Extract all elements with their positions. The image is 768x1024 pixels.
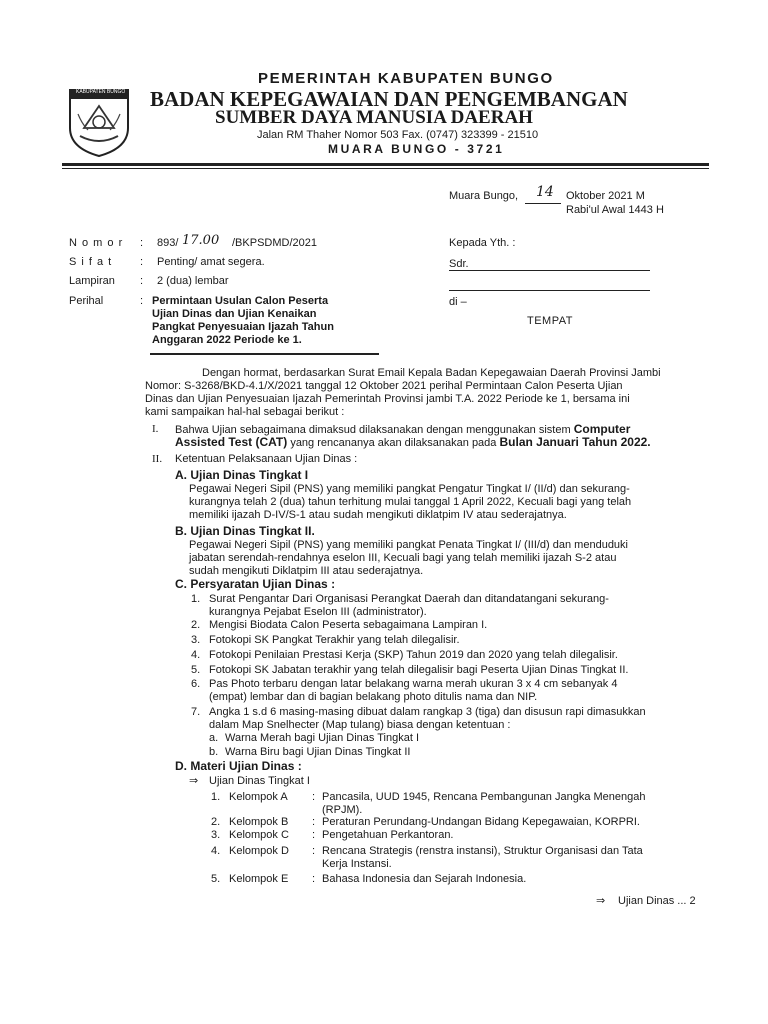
sec1-line1-bold: Computer: [573, 422, 631, 436]
d-item-number: 5.: [211, 873, 221, 885]
perihal-line: Ujian Dinas dan Ujian Kenaikan: [152, 308, 317, 320]
sec1-line2-bold2: Bulan Januari Tahun 2022.: [499, 435, 651, 449]
c-item-number: 6.: [191, 678, 201, 690]
perihal-line: Permintaan Usulan Calon Peserta: [152, 295, 329, 307]
letterhead-line3: SUMBER DAYA MANUSIA DAERAH: [215, 107, 533, 128]
perihal-line: Pangkat Penyesuaian Ijazah Tahun: [152, 321, 334, 333]
recipient-sdr: Sdr.: [449, 258, 469, 270]
d-item-number: 1.: [211, 791, 221, 803]
sec2-a-line: Pegawai Negeri Sipil (PNS) yang memiliki pangkat Pengatur Tingkat I/ (II/d) dan sekurang-: [189, 483, 630, 495]
perihal-label: Perihal: [69, 295, 104, 307]
intro-line: kami sampaikan hal-hal sebagai berikut :: [145, 406, 345, 418]
c-item-line: Fotokopi Penilaian Prestasi Kerja (SKP) Tahun 2019 dan 2020 yang telah dilegalisir.: [209, 649, 618, 661]
sec1-line2: [175, 436, 651, 450]
d-item-sep: :: [312, 791, 316, 803]
d-item-line: Peraturan Perundang-Undangan Bidang Kepegawaian, KORPRI.: [322, 816, 640, 828]
d-item-kelompok: Kelompok B: [229, 816, 289, 828]
c-item-line: Angka 1 s.d 6 masing-masing dibuat dalam rangkap 3 (tiga) dan disusun rapi dimasukkan: [209, 706, 646, 718]
recipient-kepada: Kepada Yth. :: [449, 237, 516, 249]
c-sub-text: Warna Biru bagi Ujian Dinas Tingkat II: [225, 746, 411, 758]
logo-text: KABUPATEN BUNGO: [76, 89, 126, 95]
nomor-label: N o m o r: [69, 237, 124, 249]
sec2-d-title: D. Materi Ujian Dinas :: [175, 759, 302, 773]
sec2-number: II.: [152, 453, 163, 465]
c-sub-text: Warna Merah bagi Ujian Dinas Tingkat I: [225, 732, 420, 744]
sifat-value: Penting/ amat segera.: [157, 256, 265, 268]
sec2-b-line: jabatan serendah-rendahnya eselon III, Kecuali bagi yang telah memiliki ijazah S-2 atau: [189, 552, 617, 564]
d-item-sep: :: [312, 829, 316, 841]
intro-line: Dengan hormat, berdasarkan Surat Email Kepala Badan Kepegawaian Daerah Provinsi Jambi: [202, 367, 661, 379]
d-item-line: Bahasa Indonesia dan Sejarah Indonesia.: [322, 873, 527, 885]
d-item-kelompok: Kelompok D: [229, 845, 289, 857]
c-item-line: Surat Pengantar Dari Organisasi Perangkat Daerah dan ditandatangani sekurang-: [209, 593, 609, 605]
c-item-number: 5.: [191, 664, 201, 676]
sec2-c-title: C. Persyaratan Ujian Dinas :: [175, 577, 336, 591]
c-sub-letter: a.: [209, 732, 219, 744]
d-item-number: 4.: [211, 845, 221, 857]
c-item-line: Fotokopi SK Jabatan terakhir yang telah dilegalisir bagi Peserta Ujian Dinas Tingkat II.: [209, 664, 629, 676]
recipient-line-2: [449, 290, 650, 291]
letterhead-line2: BADAN KEPEGAWAIAN DAN PENGEMBANGAN: [150, 87, 628, 111]
date-hijri: Rabi'ul Awal 1443 H: [566, 204, 664, 216]
recipient-line-1: [449, 270, 650, 271]
perihal-underline: [150, 353, 379, 355]
date-month-year: Oktober 2021 M: [566, 190, 645, 202]
sec2-a-line: memiliki ijazah D-IV/S-1 atau sudah mengikuti diklatpim IV atau sederajatnya.: [189, 509, 567, 521]
lampiran-label: Lampiran: [69, 275, 115, 287]
sec1-number: I.: [152, 423, 159, 435]
c-item-number: 1.: [191, 593, 201, 605]
d-item-line: (RPJM).: [322, 804, 363, 816]
c-item-line: Fotokopi SK Pangkat Terakhir yang telah dilegalisir.: [209, 634, 460, 646]
c-sub-letter: b.: [209, 746, 219, 758]
perihal-line: Anggaran 2022 Periode ke 1.: [152, 334, 302, 346]
sec2-a-title: A. Ujian Dinas Tingkat I: [175, 468, 309, 482]
c-item-line: Pas Photo terbaru dengan latar belakang warna merah ukuran 3 x 4 cm sebanyak 4: [209, 678, 618, 690]
sec2-b-title: B. Ujian Dinas Tingkat II.: [175, 524, 315, 538]
c-item-number: 4.: [191, 649, 201, 661]
perihal-sep: :: [140, 295, 144, 307]
d-item-sep: :: [312, 873, 316, 885]
sec2-b-line: Pegawai Negeri Sipil (PNS) yang memiliki pangkat Penata Tingkat I/ (III/d) dan menduduki: [189, 539, 628, 551]
letterhead-rule-thin: [62, 168, 709, 169]
c-item-number: 2.: [191, 619, 201, 631]
d-item-number: 3.: [211, 829, 221, 841]
recipient-tempat: TEMPAT: [527, 315, 573, 327]
date-place: Muara Bungo,: [449, 190, 519, 202]
letterhead-address: Jalan RM Thaher Nomor 503 Fax. (0747) 323399 - 21510: [257, 129, 539, 141]
intro-line: Nomor: S-3268/BKD-4.1/X/2021 tanggal 12 Oktober 2021 perihal Permintaan Calon Peserta Ujian: [145, 380, 623, 392]
d-item-kelompok: Kelompok E: [229, 873, 289, 885]
sifat-label: S i f a t: [69, 256, 113, 268]
nomor-prefix: 893/: [157, 237, 179, 249]
sec2-b-line: sudah mengikuti Diklatpim III atau sederajatnya.: [189, 565, 424, 577]
lampiran-value: 2 (dua) lembar: [157, 275, 229, 287]
sifat-sep: :: [140, 256, 144, 268]
intro-line: Dinas dan Ujian Penyesuaian Ijazah Pemerintah Provinsi jambi T.A. 2022 Periode ke 1, bersama ini: [145, 393, 630, 405]
letterhead-rule-thick: [62, 163, 709, 166]
nomor-sep: :: [140, 237, 144, 249]
d-item-kelompok: Kelompok C: [229, 829, 289, 841]
sec2-title: Ketentuan Pelaksanaan Ujian Dinas :: [175, 453, 358, 465]
sec1-line2-bold: Assisted Test (CAT): [175, 435, 288, 449]
c-item-line: dalam Map Snelhecter (Map tulang) biasa dengan ketentuan :: [209, 719, 511, 731]
c-item-number: 3.: [191, 634, 201, 646]
d-item-sep: :: [312, 816, 316, 828]
d-item-line: Kerja Instansi.: [322, 858, 392, 870]
d-arrow-icon: ⇒: [189, 775, 199, 787]
d-item-sep: :: [312, 845, 316, 857]
letterhead-city: MUARA BUNGO - 3721: [328, 142, 505, 156]
recipient-di: di –: [449, 296, 467, 308]
d-item-line: Pengetahuan Perkantoran.: [322, 829, 454, 841]
sec1-line2-text: yang rencananya akan dilaksanakan pada: [290, 437, 497, 449]
d-item-line: Pancasila, UUD 1945, Rencana Pembangunan Jangka Menengah: [322, 791, 646, 803]
letterhead-line1: PEMERINTAH KABUPATEN BUNGO: [258, 70, 554, 87]
date-day-handwritten: 14: [536, 184, 554, 200]
regency-logo: [66, 84, 132, 158]
c-item-line: kurangnya Pejabat Eselon III (administrator).: [209, 606, 427, 618]
footer-arrow-icon: ⇒: [596, 895, 606, 907]
sec2-a-line: kurangnya telah 2 (dua) tahun terhitung mulai tanggal 1 April 2022, Kecuali bagi yang telah: [189, 496, 632, 508]
c-item-number: 7.: [191, 706, 201, 718]
date-day-underline: [525, 203, 561, 204]
nomor-suffix: /BKPSDMD/2021: [232, 237, 317, 249]
d-item-kelompok: Kelompok A: [229, 791, 288, 803]
c-item-line: (empat) lembar dan di bagian belakang photo ditulis nama dan NIP.: [209, 691, 538, 703]
c-item-line: Mengisi Biodata Calon Peserta sebagaimana Lampiran I.: [209, 619, 488, 631]
d-item-line: Rencana Strategis (renstra instansi), Struktur Organisasi dan Tata: [322, 845, 643, 857]
lampiran-sep: :: [140, 275, 144, 287]
d-subtitle: Ujian Dinas Tingkat I: [209, 775, 310, 787]
sec1-line1-text: Bahwa Ujian sebagaimana dimaksud dilaksanakan dengan menggunakan sistem: [175, 424, 571, 436]
d-item-number: 2.: [211, 816, 221, 828]
footer-continuation: Ujian Dinas ... 2: [618, 895, 696, 907]
nomor-handwritten: 17.00: [182, 233, 220, 248]
